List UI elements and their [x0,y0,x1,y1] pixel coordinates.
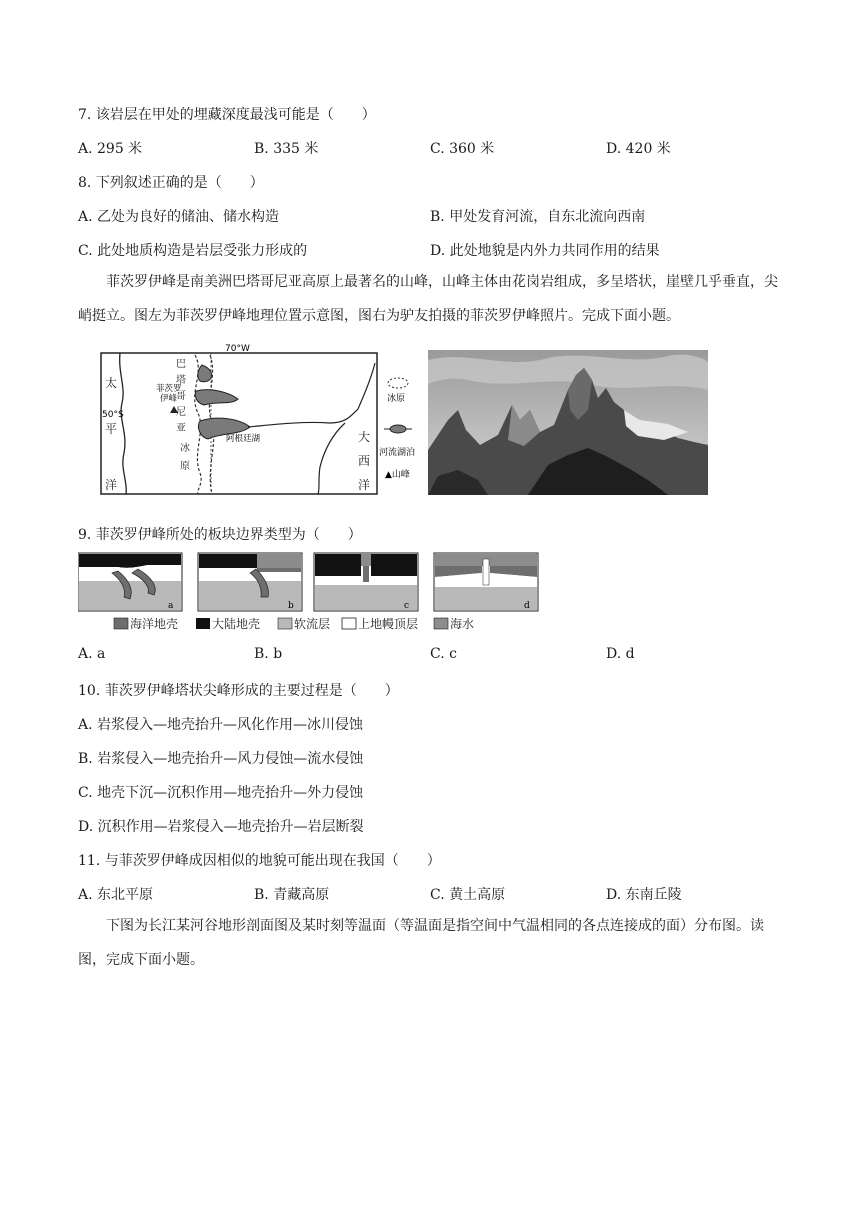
panel-a [78,553,182,611]
q7-option-a: A. 295 米 [78,141,143,157]
q8-stem: 8. 下列叙述正确的是（ ） [78,175,264,191]
plate-legend [114,616,474,631]
legend-upper-mantle-swatch [342,618,356,629]
q10-option-d: D. 沉积作用—岩浆侵入—地壳抬升—岩层断裂 [78,819,364,835]
q9-option-b: B. b [254,646,283,662]
legend-ice-label: 冰原 [387,394,406,404]
pacific-char-2: 平 [105,422,118,436]
q11-option-d: D. 东南丘陵 [606,887,682,903]
q8-option-c: C. 此处地质构造是岩层受张力形成的 [78,243,308,259]
q10-option-a: A. 岩浆侵入—地壳抬升—风化作用—冰川侵蚀 [78,717,364,733]
ice-field-char-3: 哥 [176,391,186,402]
q9-option-a: A. a [78,646,106,662]
plate-boundary-diagrams [78,551,548,636]
legend-seawater: 海水 [450,617,475,631]
q7-stem: 7. 该岩层在甲处的埋藏深度最浅可能是（ ） [78,107,376,123]
legend-ice-symbol [388,378,408,388]
ice-field-char-6: 冰 [180,443,190,454]
q10-stem: 10. 菲茨罗伊峰塔状尖峰形成的主要过程是（ ） [78,683,399,699]
longitude-label: 70°W [225,344,250,354]
legend-ocean-crust-swatch [114,618,128,629]
intro-paragraph-yangtze: 下图为长江某河谷地形剖面图及某时刻等温面（等温面是指空间中气温相同的各点连接成的面）分布图。读图，完成下面小题。 [78,918,764,968]
legend-asthenosphere-swatch [278,618,292,629]
ice-field-char-2: 塔 [176,375,186,386]
peak-name-line1: 菲茨罗 [156,384,182,394]
legend-upper-mantle: 上地幔顶层 [358,617,419,631]
q9-option-c: C. c [430,646,457,662]
legend-peak-label: ▲山峰 [385,470,410,480]
q10-option-b: B. 岩浆侵入—地壳抬升—风力侵蚀—流水侵蚀 [78,751,364,767]
pacific-char-3: 洋 [105,478,118,492]
panel-c [314,553,418,611]
panel-b [198,553,302,611]
panel-d [434,553,538,611]
q7-option-d: D. 420 米 [606,141,671,157]
pacific-char-1: 太 [105,376,118,390]
q9-option-d: D. d [606,646,635,662]
ice-field-char-5: 亚 [176,423,186,434]
panel-b-label: b [288,601,294,611]
legend-ocean-crust: 海洋地壳 [130,617,179,631]
q11-option-c: C. 黄土高原 [430,887,506,903]
legend-continental-crust-swatch [196,618,210,629]
legend-seawater-swatch [434,618,448,629]
q8-option-a: A. 乙处为良好的储油、储水构造 [78,209,280,225]
ice-field-char-1: 巴 [176,359,186,370]
legend-river-symbol [390,425,406,433]
intro-paragraph-fitzroy: 菲茨罗伊峰是南美洲巴塔哥尼亚高原上最著名的山峰，山峰主体由花岗岩组成，多呈塔状，崖壁几乎垂直，尖峭挺立。图左为菲茨罗伊峰地理位置示意图，图右为驴友拍摄的菲茨罗伊峰照片。完成下面小题。 [78,274,778,324]
q7-option-c: C. 360 米 [430,141,495,157]
q7-option-b: B. 335 米 [254,141,319,157]
atlantic-char-3: 洋 [358,478,371,492]
legend-asthenosphere: 软流层 [294,617,331,631]
panel-c-label: c [404,601,410,611]
q11-option-a: A. 东北平原 [78,887,154,903]
q10-option-c: C. 地壳下沉—沉积作用—地壳抬升—外力侵蚀 [78,785,364,801]
ice-field-char-7: 原 [180,461,190,472]
atlantic-char-1: 大 [358,430,371,444]
peak-name-line2: 伊峰 [160,394,178,404]
q9-stem: 9. 菲茨罗伊峰所处的板块边界类型为（ ） [78,527,362,543]
lake-name-label: 阿根廷湖 [226,434,261,444]
q11-option-b: B. 青藏高原 [254,887,330,903]
atlantic-char-2: 西 [358,454,371,468]
ice-field-char-4: 尼 [176,407,186,418]
q8-option-b: B. 甲处发育河流，自东北流向西南 [430,209,646,225]
fitzroy-location-map [100,343,422,495]
q11-stem: 11. 与菲茨罗伊峰成因相似的地貌可能出现在我国（ ） [78,853,441,869]
panel-d-label: d [524,601,530,611]
fitzroy-photo [428,350,708,495]
panel-a-label: a [168,601,174,611]
q8-option-d: D. 此处地貌是内外力共同作用的结果 [430,243,660,259]
latitude-label: 50°S [102,410,124,420]
legend-river-label: 河流湖泊 [379,448,416,458]
legend-continental-crust: 大陆地壳 [212,617,261,631]
